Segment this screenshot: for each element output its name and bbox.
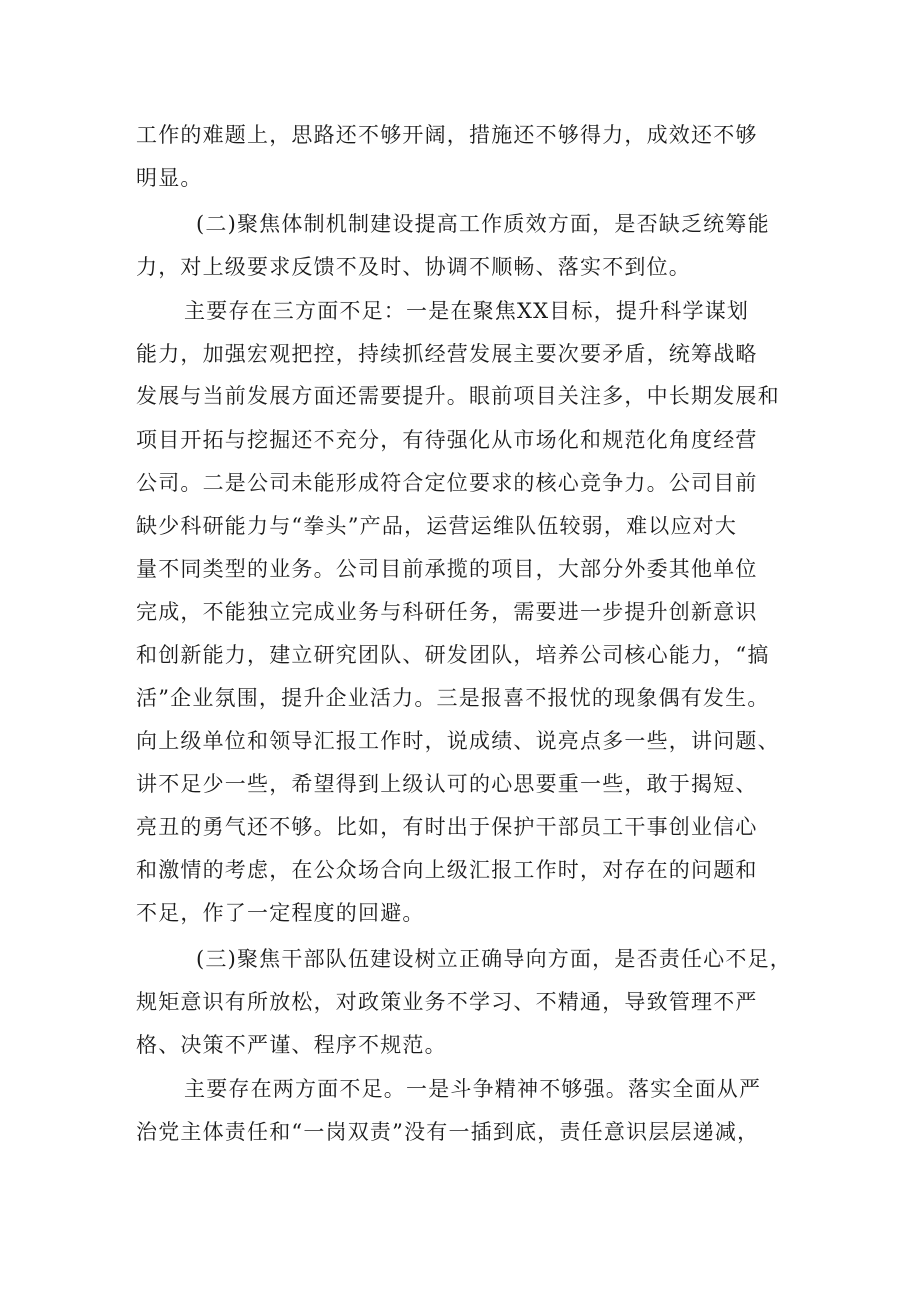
text-line: 治党主体责任和“一岗双责”没有一插到底，责任意识层层递减， xyxy=(136,1120,760,1144)
text-line: 缺少科研能力与“拳头”产品，运营运维队伍较弱，难以应对大 xyxy=(136,514,738,538)
text-line: 活”企业氛围，提升企业活力。三是报喜不报忧的现象偶有发生。 xyxy=(136,686,770,710)
text-line: 项目开拓与挖掘还不充分，有待强化从市场化和规范化角度经营 xyxy=(136,428,758,452)
text-line: 和创新能力，建立研究团队、研发团队，培养公司核心能力，“搞 xyxy=(136,643,770,667)
paragraph-start: 主要存在三方面不足：一是在聚焦XX目标，提升科学谋划 xyxy=(184,299,750,323)
text-line: 不足，作了一定程度的回避。 xyxy=(136,901,425,925)
text-line: 和激情的考虑，在公众场合向上级汇报工作时，对存在的问题和 xyxy=(136,858,758,882)
text-line: 讲不足少一些，希望得到上级认可的心思要重一些，敢于揭短、 xyxy=(136,772,758,796)
text-line: 工作的难题上，思路还不够开阔，措施还不够得力，成效还不够 xyxy=(136,123,758,147)
section-heading-3: (三)聚焦干部队伍建设树立正确导向方面，是否责任心不足， xyxy=(196,947,792,971)
text-line: 能力，加强宏观把控，持续抓经营发展主要次要矛盾，统筹战略 xyxy=(136,342,758,366)
text-line: 发展与当前发展方面还需要提升。眼前项目关注多，中长期发展和 xyxy=(136,384,780,408)
text-line: 公司。二是公司未能形成符合定位要求的核心竞争力。公司目前 xyxy=(136,471,758,495)
text-line: 格、决策不严谨、程序不规范。 xyxy=(136,1033,447,1057)
section-heading-2: (二)聚焦体制机制建设提高工作质效方面，是否缺乏统筹能 xyxy=(196,212,770,236)
text-line: 明显。 xyxy=(136,166,203,190)
text-line: 量不同类型的业务。公司目前承揽的项目，大部分外委其他单位 xyxy=(136,557,758,581)
paragraph-start: 主要存在两方面不足。一是斗争精神不够强。落实全面从严 xyxy=(184,1077,762,1101)
text-line: 力，对上级要求反馈不及时、协调不顺畅、落实不到位。 xyxy=(136,255,691,279)
text-line: 完成，不能独立完成业务与科研任务，需要进一步提升创新意识 xyxy=(136,600,758,624)
text-line: 向上级单位和领导汇报工作时，说成绩、说亮点多一些，讲问题、 xyxy=(136,729,780,753)
text-line: 规矩意识有所放松，对政策业务不学习、不精通，导致管理不严 xyxy=(136,990,758,1014)
text-line: 亮丑的勇气还不够。比如，有时出于保护干部员工干事创业信心 xyxy=(136,815,758,839)
